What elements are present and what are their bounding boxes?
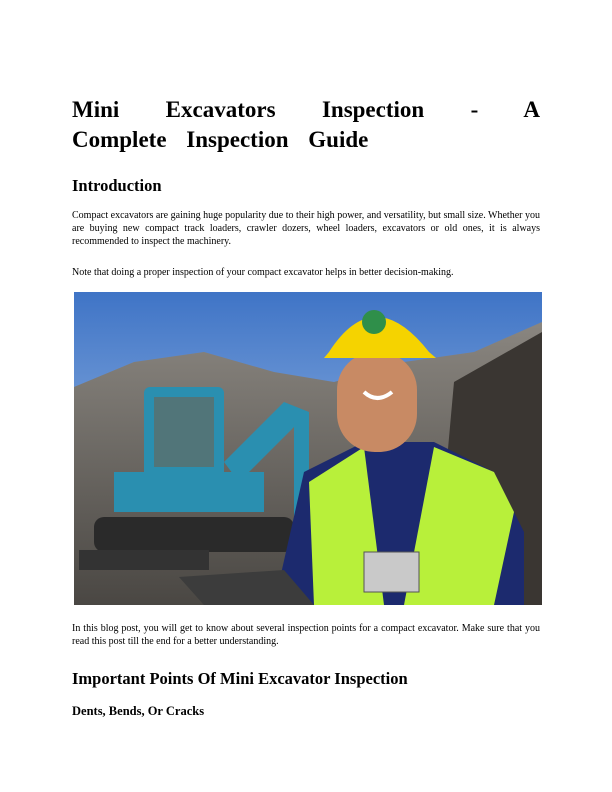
worker-excavator-photo bbox=[74, 292, 542, 605]
intro-paragraph-2: Note that doing a proper inspection of your compact excavator helps in better decision-making. bbox=[72, 267, 454, 278]
dents-bends-cracks-heading: Dents, Bends, Or Cracks bbox=[72, 704, 205, 718]
important-points-heading: Important Points Of Mini Excavator Inspection bbox=[72, 669, 408, 688]
intro-paragraph-1: Compact excavators are gaining huge popularity due to their high power, and versatility, but small size. Whether you are buying new compact track loaders, crawler dozers, wheel loaders, excavators or old ones, it is always recommended to inspect the machinery. bbox=[72, 210, 540, 247]
page-title: Mini Excavators Inspection - A Complete Inspection Guide bbox=[72, 97, 540, 152]
blog-post-paragraph: In this blog post, you will get to know about several inspection points for a compact excavator. Make sure that you read this post till the end for a better understanding. bbox=[72, 623, 540, 647]
intro-heading: Introduction bbox=[72, 176, 162, 195]
